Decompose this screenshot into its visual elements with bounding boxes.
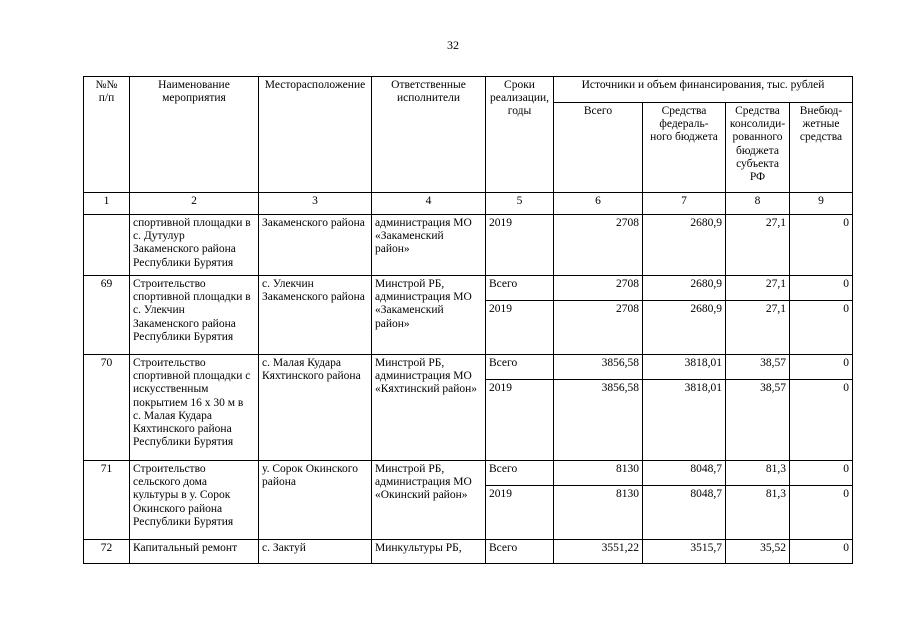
table-row [84, 276, 853, 301]
header-num: №№ п/п [84, 77, 130, 193]
header-federal: Средства федераль- ного бюджета [643, 103, 726, 193]
row-consolidated: 38,57 [726, 355, 790, 380]
row-total: 2708 [554, 215, 643, 276]
column-number: 8 [726, 193, 790, 215]
row-federal: 8048,7 [643, 461, 726, 486]
row-num: 71 [84, 461, 130, 540]
column-number: 4 [372, 193, 486, 215]
row-term: 2019 [486, 486, 554, 540]
row-responsible: Минстрой РБ, администрация МО «Закаменский район» [372, 276, 486, 355]
row-term: Всего [486, 355, 554, 380]
row-consolidated: 27,1 [726, 301, 790, 355]
row-location: с. Малая Кудара Кяхтинского района [259, 355, 372, 461]
column-number: 1 [84, 193, 130, 215]
row-total: 8130 [554, 461, 643, 486]
row-name: спортивной площадки в с. Дутулур Закаменского района Республики Бурятия [130, 215, 259, 276]
row-federal: 3818,01 [643, 380, 726, 461]
row-name: Строительство спортивной площадки в с. Улекчин Закаменского района Республики Бурятия [130, 276, 259, 355]
row-total: 3551,22 [554, 540, 643, 564]
header-extrabudget: Внебюд- жетные средства [790, 103, 853, 193]
row-term: 2019 [486, 215, 554, 276]
row-location: с. Зактуй [259, 540, 372, 564]
header-funding: Источники и объем финансирования, тыс. рублей [554, 77, 853, 103]
table-row [84, 355, 853, 380]
row-consolidated: 35,52 [726, 540, 790, 564]
row-total: 2708 [554, 276, 643, 301]
row-term: Всего [486, 540, 554, 564]
header-total: Всего [554, 103, 643, 193]
row-federal: 3818,01 [643, 355, 726, 380]
row-responsible: администрация МО «Закаменский район» [372, 215, 486, 276]
row-total: 2708 [554, 301, 643, 355]
financing-table [83, 76, 853, 564]
row-num [84, 215, 130, 276]
header-consolidated: Средства консолиди- рованного бюджета субъекта РФ [726, 103, 790, 193]
row-num: 69 [84, 276, 130, 355]
row-term: Всего [486, 461, 554, 486]
row-extrabudget: 0 [790, 540, 853, 564]
row-location: с. Улекчин Закаменского района [259, 276, 372, 355]
row-total: 8130 [554, 486, 643, 540]
row-location: у. Сорок Окинского района [259, 461, 372, 540]
row-responsible: Минкультуры РБ, [372, 540, 486, 564]
column-number: 3 [259, 193, 372, 215]
row-extrabudget: 0 [790, 215, 853, 276]
table-row [84, 461, 853, 486]
table-row [84, 215, 853, 276]
column-number: 7 [643, 193, 726, 215]
header-terms: Сроки реализации, годы [486, 77, 554, 193]
row-extrabudget: 0 [790, 486, 853, 540]
header-location: Месторасположение [259, 77, 372, 193]
row-consolidated: 81,3 [726, 461, 790, 486]
row-total: 3856,58 [554, 355, 643, 380]
column-number: 2 [130, 193, 259, 215]
row-federal: 2680,9 [643, 215, 726, 276]
row-term: 2019 [486, 380, 554, 461]
row-extrabudget: 0 [790, 461, 853, 486]
header-responsible: Ответственные исполнители [372, 77, 486, 193]
row-num: 72 [84, 540, 130, 564]
row-num: 70 [84, 355, 130, 461]
row-consolidated: 81,3 [726, 486, 790, 540]
row-federal: 8048,7 [643, 486, 726, 540]
row-federal: 2680,9 [643, 276, 726, 301]
row-location: Закаменского района [259, 215, 372, 276]
row-extrabudget: 0 [790, 355, 853, 380]
row-federal: 2680,9 [643, 301, 726, 355]
row-name: Строительство спортивной площадки с искусственным покрытием 16 х 30 м в с. Малая Кудара Кяхтинского района Республики Бурятия [130, 355, 259, 461]
row-extrabudget: 0 [790, 276, 853, 301]
row-consolidated: 27,1 [726, 215, 790, 276]
column-number: 5 [486, 193, 554, 215]
row-term: 2019 [486, 301, 554, 355]
row-extrabudget: 0 [790, 301, 853, 355]
table-row [84, 540, 853, 564]
row-term: Всего [486, 276, 554, 301]
row-responsible: Минстрой РБ, администрация МО «Окинский район» [372, 461, 486, 540]
row-extrabudget: 0 [790, 380, 853, 461]
row-name: Строительство сельского дома культуры в у. Сорок Окинского района Республики Бурятия [130, 461, 259, 540]
header-name: Наименование мероприятия [130, 77, 259, 193]
page-number: 32 [447, 38, 459, 52]
row-federal: 3515,7 [643, 540, 726, 564]
row-consolidated: 38,57 [726, 380, 790, 461]
row-name: Капитальный ремонт [130, 540, 259, 564]
column-number: 6 [554, 193, 643, 215]
row-total: 3856,58 [554, 380, 643, 461]
row-responsible: Минстрой РБ, администрация МО «Кяхтинский район» [372, 355, 486, 461]
row-consolidated: 27,1 [726, 276, 790, 301]
column-number: 9 [790, 193, 853, 215]
